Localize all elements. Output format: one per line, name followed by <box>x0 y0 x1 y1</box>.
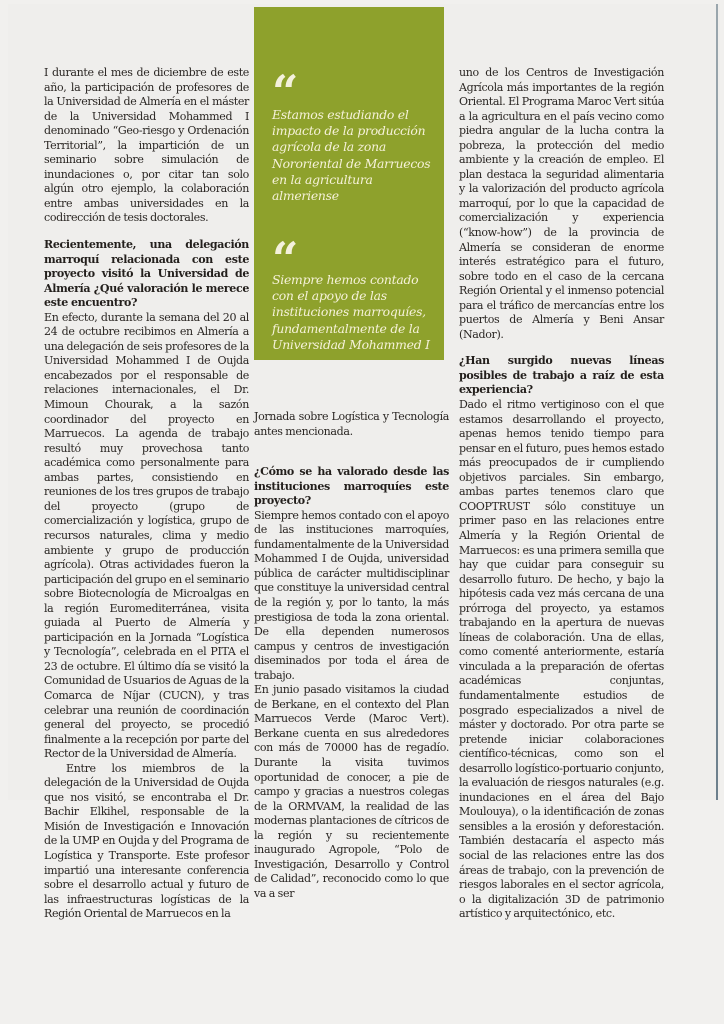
scan-edge-shadow <box>716 4 718 800</box>
interview-question: Recientemente, una delegación marroquí relacionada con este proyecto visitó la Universidad de Almería ¿Qué valoración le merece este encuentro? <box>44 238 249 310</box>
interview-question: ¿Han surgido nuevas líneas posibles de trabajo a raíz de esta experiencia? <box>459 354 664 397</box>
paragraph: Dado el ritmo vertiginoso con el que estamos desarrollando el proyecto, apenas hemos tenido tiempo para pensar en el futuro, pues hemos estado más preocupados de ir cumpliendo objetivos parciales. Sin embargo, ambas partes tenemos claro que COOPTRUST sólo constituye un primer paso en las relaciones entre Almería y la Región Oriental de Marruecos: es una primera semilla que hay que cuidar para conseguir su desarrollo futuro. De hecho, y bajo la hipótesis cada vez más cercana de una prórroga del proyecto, ya estamos trabajando en la apertura de nuevas líneas de colaboración. Una de ellas, como comenté anteriormente, estaría vinculada a la preparación de ofertas académicas conjuntas, fundamentalmente estudios de posgrado especializados a nivel de máster y doctorado. Por otra parte se pretende iniciar colaboraciones científico-técnicas, como son el desarrollo logístico-portuario conjunto, la evaluación de riesgos naturales (e.g. inundaciones en el área del Bajo Moulouya), o la identificación de zonas sensibles a la erosión y deforestación. También destacaría el aspecto más social de las relaciones entre las dos áreas de trabajo, con la prevención de riesgos laborales en el sector agrícola, o la digitalización 3D de patrimonio artístico y arquitectónico, etc. <box>459 398 664 921</box>
paragraph: I durante el mes de diciembre de este año, la participación de profesores de la Universidad de Almería en el máster de la Universidad Mohammed I denominado “Geo-riesgo y Ordenación Territorial”, la impartición de un seminario sobre simulación de inundaciones o, por citar tan solo algún otro ejemplo, la colaboración entre ambas universidades en la codirección de tesis doctorales. <box>44 66 249 225</box>
paragraph: Entre los miembros de la delegación de la Universidad de Oujda que nos visitó, se encontraba el Dr. Bachir Elkihel, responsable de la Misión de Investigación e Innovación de la UMP en Oujda y del Programa de Logística y Transporte. Este profesor impartió una interesante conferencia sobre el desarrollo actual y futuro de las infraestructuras logísticas de la Región Oriental de Marruecos en la <box>44 761 249 921</box>
pull-quote-2: Siempre hemos contado con el apoyo de las instituciones marroquíes, fundamentalmente de la Universidad Mohammed I <box>272 272 430 352</box>
paragraph: Siempre hemos contado con el apoyo de las instituciones marroquíes, fundamentalmente de la Universidad Mohammed I de Oujda, universidad pública de carácter multidisciplinar que constituye la universidad central de la región y, por lo tanto, la más prestigiosa de toda la zona oriental. De ella dependen numerosos campus y centros de investigación diseminados por toda el área de trabajo. <box>254 508 449 682</box>
article-column-3 <box>459 66 664 922</box>
paragraph-gap <box>459 342 664 354</box>
paragraph: uno de los Centros de Investigación Agrícola más importantes de la región Oriental. El Programa Maroc Vert sitúa a la agricultura en el país vecino como piedra angular de la lucha contra la pobreza, la protección del medio ambiente y la creación de empleo. El plan destaca la seguridad alimentaria y la valorización del producto agrícola marroquí, por lo que la capacidad de comercialización y experiencia (“know-how”) de la provincia de Almería se consideran de enorme interés estratégico para el futuro, sobre todo en el caso de la cercana Región Oriental y el inmenso potencial para el tráfico de mercancías entre los puertos de Almería y Beni Ansar (Nador). <box>459 66 664 341</box>
open-quote-icon: “ <box>272 65 299 119</box>
interview-question: ¿Cómo se ha valorado desde las instituciones marroquíes este proyecto? <box>254 465 449 508</box>
open-quote-icon: “ <box>272 232 299 286</box>
paragraph-gap <box>254 439 449 465</box>
article-column-1 <box>44 66 249 922</box>
paragraph: En efecto, durante la semana del 20 al 24 de octubre recibimos en Almería a una delegación de seis profesores de la Universidad Mohammed I de Oujda encabezados por el responsable de relaciones internacionales, el Dr. Mimoun Chourak, a la sazón coordinador del proyecto en Marruecos. La agenda de trabajo resultó muy provechosa tanto académica como personalmente para ambas partes, consistiendo en reuniones de los tres grupos de trabajo del proyecto (grupo de comercialización y logística, grupo de recursos naturales, clima y medio ambiente y grupo de producción agrícola). Otras actividades fueron la participación del grupo en el seminario sobre Biotecnología de Microalgas en la región Euromediterránea, visita guiada al Puerto de Almería y participación en la Jornada “Logística y Tecnología”, celebrada en el PITA el 23 de octubre. El último día se visitó la Comunidad de Usuarios de Aguas de la Comarca de Níjar (CUCN), y tras celebrar una reunión de coordinación general del proyecto, se procedió finalmente a la recepción por parte del Rector de la Universidad de Almería. <box>44 310 249 761</box>
article-column-2 <box>254 410 449 902</box>
pull-quote-sidebar <box>254 7 444 360</box>
paragraph-gap <box>44 226 249 238</box>
paragraph: Jornada sobre Logística y Tecnología antes mencionada. <box>254 410 449 438</box>
pull-quote-1: Estamos estudiando el impacto de la producción agrícola de la zona Nororiental de Marruecos en la agricultura almeriense <box>272 107 431 204</box>
paragraph: En junio pasado visitamos la ciudad de Berkane, en el contexto del Plan Marruecos Verde (Maroc Vert). Berkane cuenta en sus alrededores con más de 70000 has de regadío. Durante la visita tuvimos oportunidad de conocer, a pie de campo y gracias a nuestros colegas de la ORMVAM, la realidad de las modernas plantaciones de cítricos de la región y su recientemente inaugurado Agropole, “Polo de Investigación, Desarrollo y Control de Calidad”, reconocido como lo que va a ser <box>254 683 449 900</box>
